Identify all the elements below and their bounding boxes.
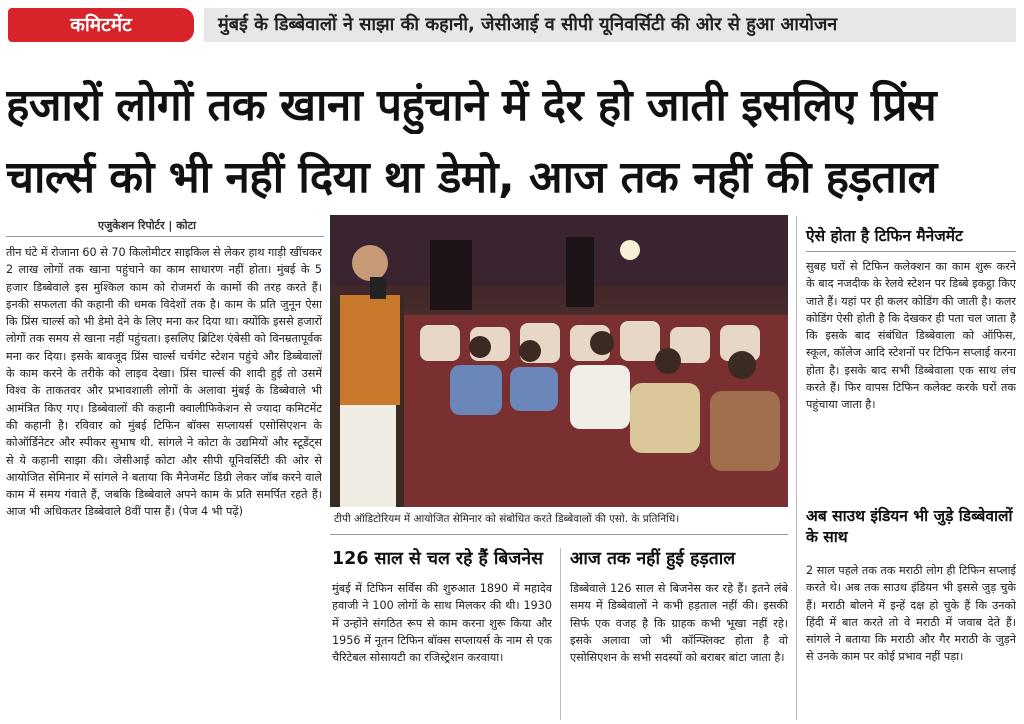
section2-title: आज तक नहीं हुई हड़ताल bbox=[570, 549, 736, 569]
seminar-photo bbox=[330, 215, 788, 507]
headline-line-2: चार्ल्स को भी नहीं दिया था डेमो, आज तक नहीं की हड़ताल bbox=[6, 152, 937, 203]
audience-illustration bbox=[330, 215, 788, 507]
section-tag: कमिटमेंट bbox=[8, 8, 194, 42]
sidebar-box-text: सुबह घरों से टिफिन कलेक्शन का काम शुरू करने के बाद नजदीक के रेलवे स्टेशन पर डिब्बे इकट्ठा किए जाते हैं। यहां पर ही कलर कोडिंग की जाती है। कलर कोडिंग ऐसी होती है कि देखकर ही पता चल जाता है कि इसके बाद संबंधित डिब्बेवाला को ऑफिस, स्कूल, कॉलेज आदि स्टेशनों पर टिफिन सप्लाई करना होता है। इसके बाद सभी डिब्बेवाला एक साथ लंच करते हैं। फिर वापस टिफिन कलेक्ट करके घरों तक पहुंचाया जाता है। bbox=[806, 260, 1016, 412]
section2-text: डिब्बेवाले 126 साल से बिजनेस कर रहे हैं। इतने लंबे समय में डिब्बेवालों ने कभी हड़ताल नहीं की। इसकी सिर्फ एक वजह है कि ग्राहक कभी भूखा नहीं रहे। इसके अलावा जो भी कॉन्फ्लिक्ट होता है वो एसोसिएशन के सभी सदस्यों को बराबर बांटा जाता है। bbox=[570, 582, 788, 665]
kicker-strap: मुंबई के डिब्बेवालों ने साझा की कहानी, जेसीआई व सीपी यूनिवर्सिटी की ओर से हुआ आयोजन bbox=[204, 8, 1016, 42]
photo-caption: टीपी ऑडिटोरियम में आयोजित सेमिनार को संबोधित करते डिब्बेवालों की एसो. के प्रतिनिधि। bbox=[334, 513, 680, 525]
byline: एजुकेशन रिपोर्टर | कोटा bbox=[98, 219, 196, 232]
byline-rule bbox=[6, 236, 324, 237]
sidebar-box-title: ऐसे होता है टिफिन मैनेजमेंट bbox=[806, 227, 963, 245]
sidebar-box-rule bbox=[806, 251, 1016, 252]
section1-text: मुंबई में टिफिन सर्विस की शुरुआत 1890 में महादेव हवाजी ने 100 लोगों के साथ मिलकर की थी। 1930 में उन्होंने संगठित रूप से काम करना शुरू किया और 1956 में नूतन टिफिन बॉक्स सप्लायर्स के नाम से एक चैरिटेबल सोसायटी का रजिस्ट्रेशन करवाया। bbox=[332, 582, 552, 665]
section-divider bbox=[330, 534, 788, 535]
section1-title: 126 साल से चल रहे हैं बिजनेस bbox=[332, 549, 543, 569]
headline-line-1: हजारों लोगों तक खाना पहुंचाने में देर हो जाती इसलिए प्रिंस bbox=[6, 80, 937, 131]
sidebar-section-title: अब साउथ इंडियन भी जुड़े डिब्बेवालों के साथ bbox=[806, 507, 1013, 546]
sidebar-section-text: 2 साल पहले तक तक मराठी लोग ही टिफिन सप्लाई करते थे। अब तक साउथ इंडियन भी इससे जुड़ चुके हैं। मराठी बोलने में इन्हें दक्ष हो चुके हैं कि उनको हिंदी में बात करते तो वे मराठी में जवाब देते हैं। सांगले ने बताया कि मराठी और गैर मराठी के जुड़ने से उनके काम पर कोई प्रभाव नहीं पड़ा। bbox=[806, 564, 1016, 664]
column-divider bbox=[560, 548, 561, 720]
main-article-text: तीन घंटे में रोजाना 60 से 70 किलोमीटर साइकिल से लेकर हाथ गाड़ी खींचकर 2 लाख लोगों तक खाना पहुंचाने का काम साधारण नहीं होता। मुंबई के 5 हजार डिब्बेवाले इस मुश्किल काम को रोजमर्रा के कामों की तरह करते हैं। इनकी सफलता की कहानी की धमक विदेशों तक है। काम के प्रति जुनून ऐसा कि प्रिंस चार्ल्स को भी डेमो देने के लिए मना कर दिया था। क्योंकि इससे हजारों लोगों तक समय से खाना नहीं पहुंचता। इसलिए ब्रिटिश एंबेसी को विनम्रतापूर्वक मना कर दिया। इसके बावजूद प्रिंस चार्ल्स चर्चगेट स्टेशन पहुंचे और डिब्बेवालों के काम करने के तरीके को लाइव देखा। प्रिंस चार्ल्स की शादी हुई तो उसमें विश्व के ताकतवर और प्रभावशाली लोगों के अलावा मुंबई के डिब्बेवाले भी आमंत्रित किए गए। डिब्बेवालों की कहानी क्वालीफिकेशन से ज्यादा कमिटमेंट की कहानी है। रविवार को मुंबई टिफिन बॉक्स सप्लायर्स एसोसिएशन के कोऑर्डिनेटर और स्पीकर सुभाष थी. सांगले ने कोटा के उद्यमियों और स्टूडेंट्स से ये कहानी साझा की। जेसीआई कोटा और सीपी यूनिवर्सिटी की ओर से आयोजित सेमिनार में सांगले ने बताया कि मैनेजमेंट डिग्री लेकर जॉब करने वाले काम में समय गंवाते हैं, जबकि डिब्बेवाले अपने काम के प्रति समर्पित रहते हैं। आज भी अधिकतर डिब्बेवाले 8वीं पास हैं। (पेज 4 भी पढ़ें) bbox=[6, 246, 322, 519]
